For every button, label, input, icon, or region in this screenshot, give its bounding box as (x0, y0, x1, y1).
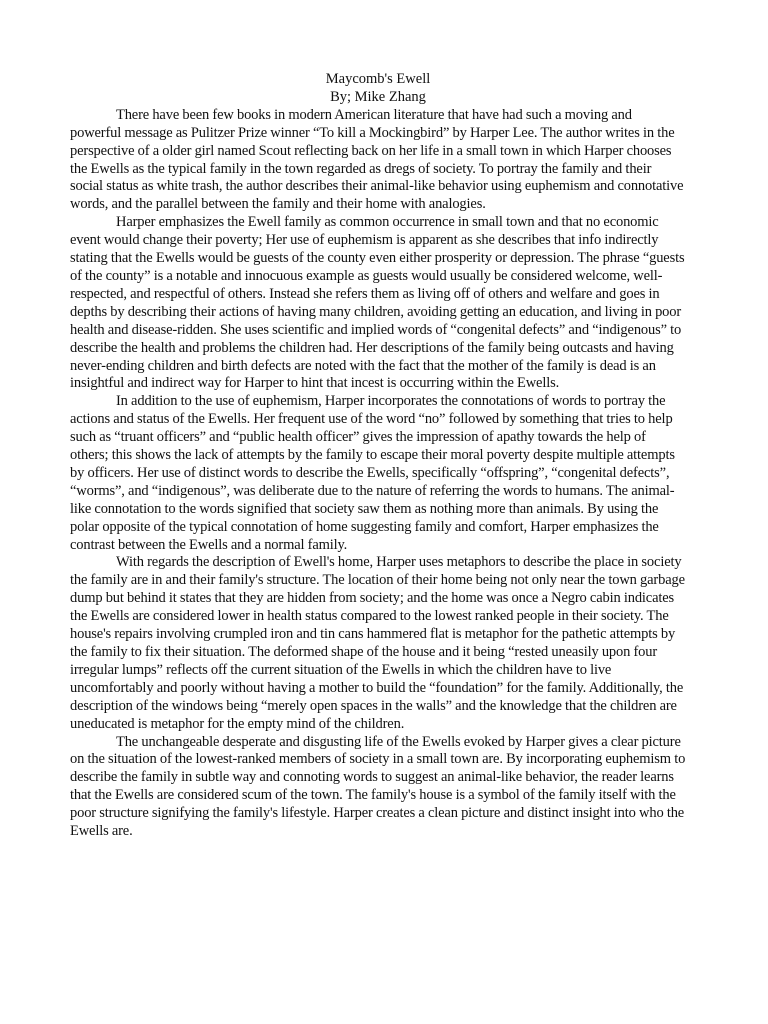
paragraph-connotation: In addition to the use of euphemism, Harper incorporates the connotations of words to portray the actions and status of the Ewells. Her frequent use of the word “no” followed by something that tries to help such as “truant officers” and “public health officer” gives the impression of apathy towards the help of others; this shows the lack of attempts by the family to escape their moral poverty despite multiple attempts by officers. Her use of distinct words to describe the Ewells, specifically “offspring”, “congenital defects”, “worms”, and “indigenous”, was deliberate due to the nature of referring the words to humans. The animal-like connotation to the words signified that society saw them as nothing more than animals. By using the polar opposite of the typical connotation of home suggesting family and comfort, Harper emphasizes the contrast between the Ewells and a normal family. (70, 393, 675, 553)
paragraph-conclusion: The unchangeable desperate and disgusting life of the Ewells evoked by Harper gives a clear picture on the situation of the lowest-ranked members of society in a small town are. By incorporating euphemism to describe the family in subtle way and connoting words to suggest an animal-like behavior, the reader learns that the Ewells are considered scum of the town. The family's house is a symbol of the family itself with the poor structure signifying the family's lifestyle. Harper creates a clean picture and distinct insight into who the Ewells are. (70, 733, 686, 840)
document-title: Maycomb's Ewell (325, 71, 431, 87)
paragraph-home-metaphor: With regards the description of Ewell's home, Harper uses metaphors to describe the place in society the family are in and their family's structure. The location of their home being not only near the town garbage dump but behind it states that they are hidden from society; and the home was once a Negro cabin indicates the Ewells are considered lower in health status compared to the lowest ranked people in their society. The house's repairs involving crumpled iron and tin cans hammered flat is metaphor for the pathetic attempts by the family to fix their situation. The deformed shape of the house and it being “rested uneasily upon four irregular lumps” reflects off the current situation of the Ewells in which the children have to live uncomfortably and poorly without having a mother to build the “foundation” for the family. Additionally, the description of the windows being “merely open spaces in the walls” and the knowledge that the children are uneducated is metaphor for the empty mind of the children. (70, 554, 685, 732)
paragraph-euphemism: Harper emphasizes the Ewell family as common occurrence in small town and that no economic event would change their poverty; Her use of euphemism is apparent as she describes that info indirectly stating that the Ewells would be guests of the county even either prosperity or depression. The phrase “guests of the county” is a notable and innocuous example as guests would usually be considered welcome, well-respected, and respectful of others. Instead she refers them as living off of others and welfare and goes in depths by describing their actions of having many children, avoiding getting an education, and living in poor health and disease-ridden. She uses scientific and implied words of “congenital defects” and “indigenous” to describe the health and problems the children had. Her descriptions of the family being outcasts and having never-ending children and birth defects are noted with the fact that the mother of the family is dead is an insightful and indirect way for Harper to hint that incest is occurring within the Ewells. (70, 214, 685, 392)
document-page (70, 71, 686, 841)
author-byline: By; Mike Zhang (330, 88, 426, 105)
paragraph-intro: There have been few books in modern American literature that have had such a moving and powerful message as Pulitzer Prize winner “To kill a Mockingbird” by Harper Lee. The author writes in the perspective of a older girl named Scout reflecting back on her life in a small town in which Harper chooses the Ewells as the typical family in the town regarded as dregs of society. To portray the family and their social status as white trash, the author describes their animal-like behavior using euphemism and connotative words, and the parallel between the family and their home with analogies. (70, 106, 684, 213)
